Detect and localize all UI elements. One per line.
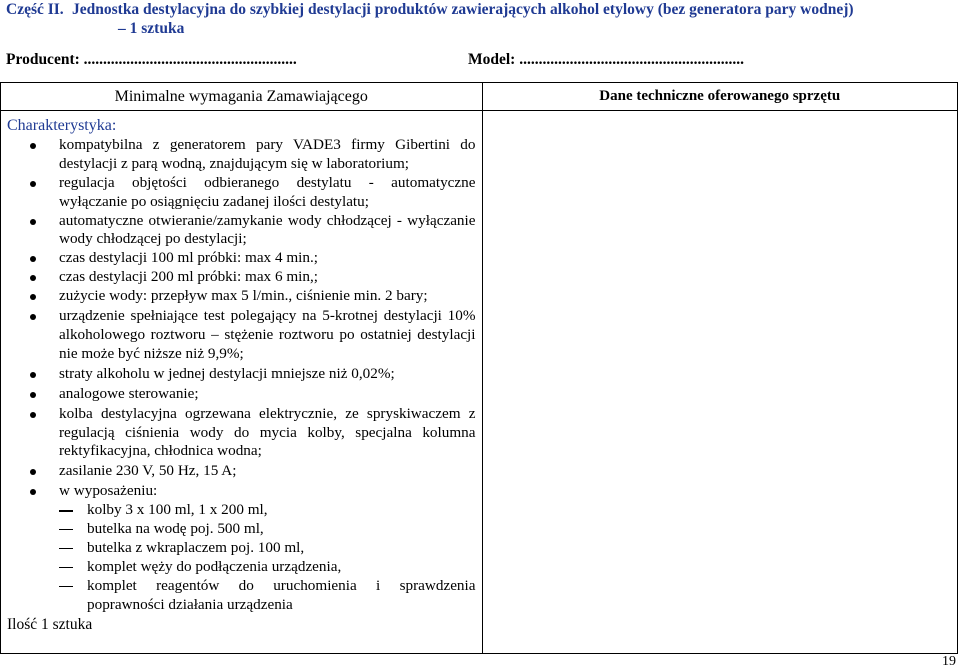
list-item: urządzenie spełniające test polegający na 5-krotnej destylacji 10% alkoholowego roztworu – stężenie roztworu po ostatniej destylacji nie może być niższe niż 9,9%; [7, 307, 482, 364]
bullet-icon [30, 219, 36, 225]
producer-field: Producent: ....................................................... [6, 51, 297, 68]
list-item: butelka z wkraplaczem poj. 100 ml, [7, 539, 482, 558]
list-item: komplet węży do podłączenia urządzenia, [7, 558, 482, 577]
bullet-icon [30, 275, 36, 281]
list-item: analogowe sterowanie; [7, 385, 482, 404]
spec-table [0, 82, 958, 654]
requirements-list [7, 136, 482, 501]
list-item: automatyczne otwieranie/zamykanie wody chłodzącej - wyłączanie wody chłodzącej po destylacji; [7, 212, 482, 250]
bullet-icon [30, 256, 36, 262]
bullet-icon [30, 314, 36, 320]
section-header [6, 0, 952, 38]
offered-specs-cell[interactable] [482, 111, 958, 654]
list-item: w wyposażeniu: [7, 482, 482, 501]
section-title-quantity: – 1 sztuka [118, 20, 185, 37]
list-item: regulacja objętości odbieranego destylatu - automatyczne wyłączanie po osiągnięciu zadanej ilości destylatu; [7, 174, 482, 212]
list-item: zużycie wody: przepływ max 5 l/min., ciśnienie min. 2 bary; [7, 287, 482, 306]
bullet-icon [30, 469, 36, 475]
bullet-icon [30, 181, 36, 187]
list-item: zasilanie 230 V, 50 Hz, 15 A; [7, 462, 482, 481]
dash-icon [59, 548, 73, 549]
requirements-header: Minimalne wymagania Zamawiającego [1, 83, 483, 111]
dash-icon [59, 529, 73, 530]
producer-model-line [6, 50, 956, 69]
bullet-icon [30, 412, 36, 418]
list-item: czas destylacji 100 ml próbki: max 4 min.; [7, 249, 482, 268]
quantity-label: Ilość 1 sztuka [7, 615, 93, 633]
model-field: Model: .......................................................... [468, 51, 744, 68]
bullet-icon [30, 392, 36, 398]
bullet-icon [30, 372, 36, 378]
list-item: straty alkoholu w jednej destylacji mniejsze niż 0,02%; [7, 365, 482, 384]
list-item: kompatybilna z generatorem pary VADE3 firmy Gibertini do destylacji z parą wodną, znajdującym się w laboratorium; [7, 136, 482, 174]
dash-icon [59, 586, 73, 587]
list-item: kolby 3 x 100 ml, 1 x 200 ml, [7, 501, 482, 520]
list-item: komplet reagentów do uruchomienia i sprawdzenia poprawności działania urządzenia [7, 577, 482, 615]
bullet-icon [30, 294, 36, 300]
part-label: Część II. [6, 1, 64, 18]
bullet-icon [30, 489, 36, 495]
page-number: 19 [942, 654, 956, 669]
dash-icon [59, 510, 73, 511]
bullet-icon [30, 143, 36, 149]
list-item: butelka na wodę poj. 500 ml, [7, 520, 482, 539]
section-title: Jednostka destylacyjna do szybkiej destylacji produktów zawierających alkohol etylowy (bez generatora pary wodnej) [72, 1, 854, 18]
offered-specs-header: Dane techniczne oferowanego sprzętu [482, 83, 958, 111]
characteristics-title: Charakterystyka: [7, 117, 117, 134]
list-item: czas destylacji 200 ml próbki: max 6 min,; [7, 268, 482, 287]
equipment-list [7, 501, 482, 614]
dash-icon [59, 567, 73, 568]
requirements-cell [1, 111, 483, 654]
list-item: kolba destylacyjna ogrzewana elektrycznie, ze spryskiwaczem z regulacją ciśnienia wody do mycia kolby, specjalna kolumna rektyfikacyjna, chłodnica wodna; [7, 405, 482, 462]
